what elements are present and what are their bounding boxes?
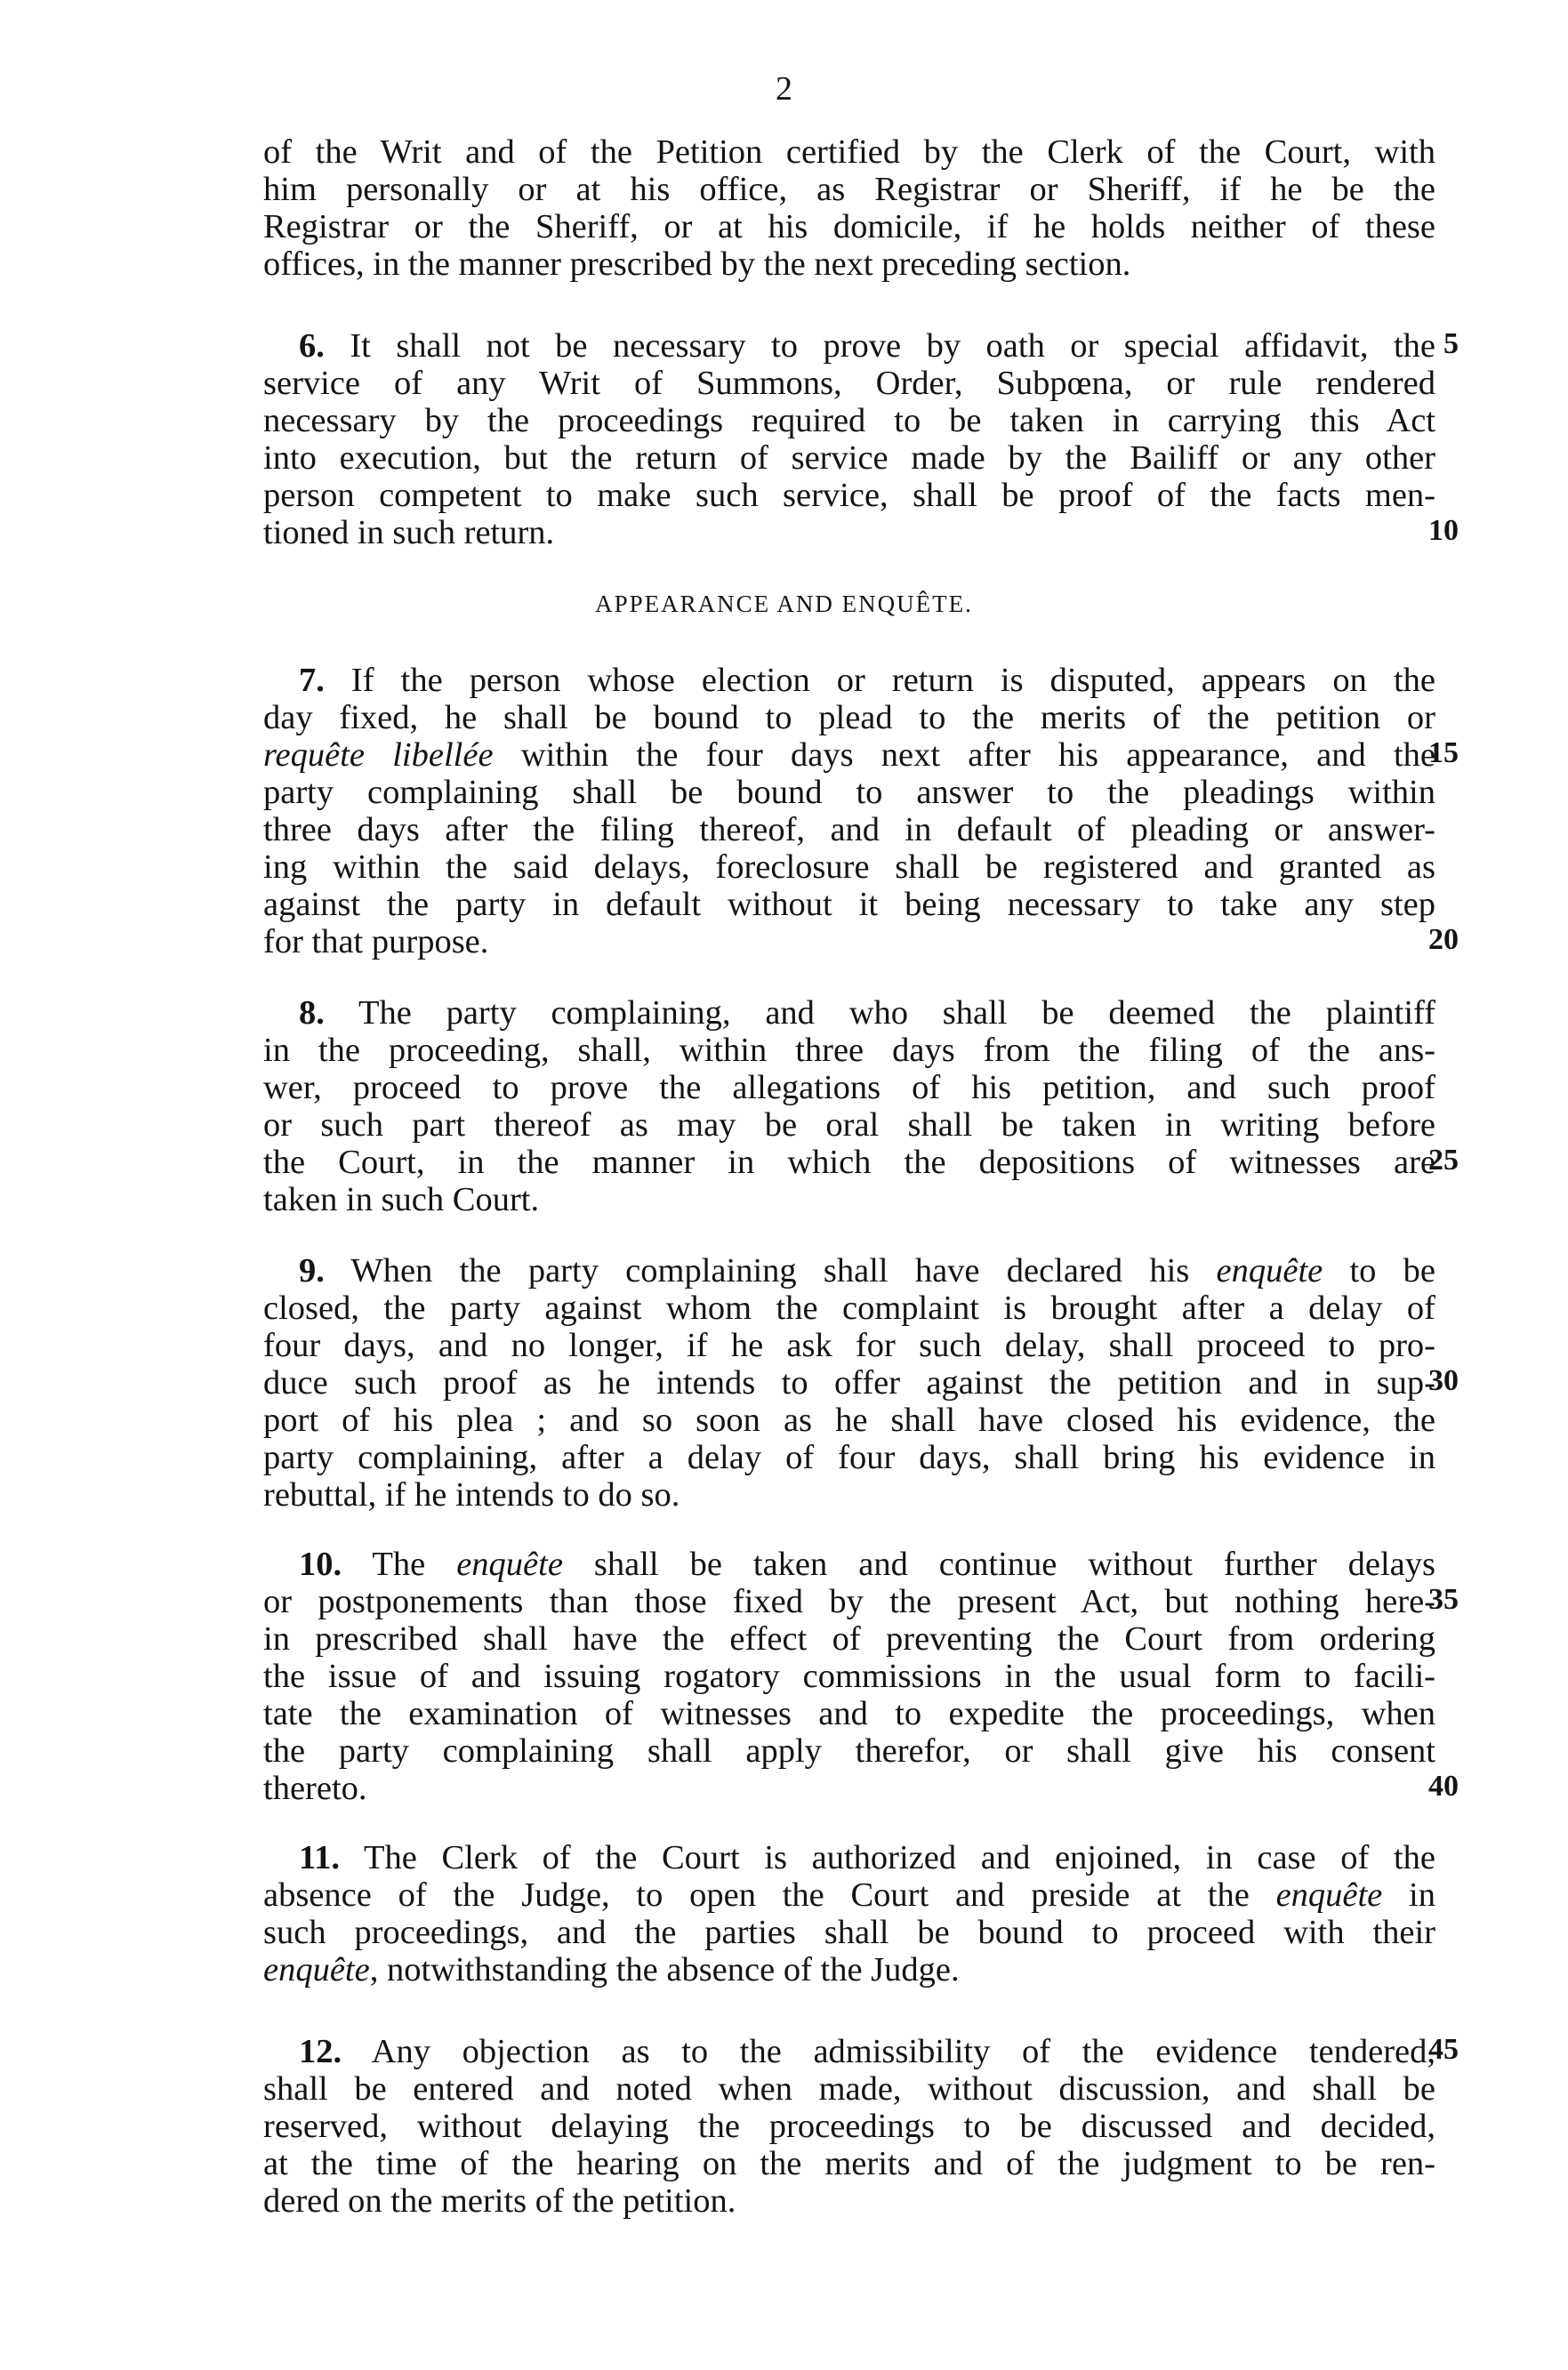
text-line: port of his plea ; and so soon as he shall have closed his evidence, the (263, 1402, 1435, 1439)
section-number: 10. (299, 1546, 342, 1583)
text-line: shall be entered and noted when made, without discussion, and shall be (263, 2070, 1435, 2108)
section-6 (263, 327, 1435, 551)
text-line: tate the examination of witnesses and to expedite the proceedings, when (263, 1695, 1435, 1732)
text-segment: shall be taken and continue without further delays (562, 1546, 1435, 1583)
text-segment: The Clerk of the Court is authorized and enjoined, in case of the (340, 1839, 1435, 1876)
text-segment: , notwithstanding the absence of the Judge. (369, 1951, 960, 1988)
text-line: duce such proof as he intends to offer against the petition and in sup- (263, 1364, 1435, 1402)
line-number: 30 (1428, 1364, 1459, 1397)
text-segment: When the party complaining shall have declared his (324, 1252, 1217, 1289)
text-line: tioned in such return. (263, 514, 555, 551)
text-line: party complaining shall be bound to answer to the pleadings within (263, 774, 1435, 811)
text-segment: absence of the Judge, to open the Court and preside at the (263, 1876, 1276, 1914)
text-line: the party complaining shall apply therefor, or shall give his consent (263, 1732, 1435, 1770)
line-number: 5 (1443, 327, 1459, 360)
italic-term: enquête (456, 1546, 563, 1583)
line-number: 15 (1428, 736, 1459, 769)
text-line: person competent to make such service, shall be proof of the facts men- (263, 477, 1435, 514)
section-7 (263, 662, 1435, 960)
text-line: day fixed, he shall be bound to plead to the merits of the petition or (263, 699, 1435, 736)
page-number: 2 (776, 70, 792, 108)
section-heading: APPEARANCE AND ENQUÊTE. (595, 590, 973, 617)
text-line: such proceedings, and the parties shall be bound to proceed with their (263, 1914, 1435, 1951)
text-segment: It shall not be necessary to prove by oath or special affidavit, the (324, 327, 1435, 365)
text-line: in prescribed shall have the effect of preventing the Court from ordering (263, 1620, 1435, 1658)
text-line: for that purpose. (263, 923, 489, 960)
text-line: ing within the said delays, foreclosure shall be registered and granted as (263, 848, 1435, 886)
section-number: 7. (299, 662, 325, 699)
line-number: 45 (1428, 2033, 1459, 2066)
italic-term: enquête (1216, 1252, 1323, 1289)
text-line: service of any Writ of Summons, Order, Subpœna, or rule rendered (263, 365, 1435, 402)
italic-term: enquête (1275, 1876, 1383, 1914)
text-segment: If the person whose election or return is disputed, appears on the (324, 662, 1435, 699)
text-line: against the party in default without it being necessary to take any step (263, 886, 1435, 923)
text-line: party complaining, after a delay of four days, shall bring his evidence in (263, 1439, 1435, 1476)
italic-term: enquête (263, 1951, 370, 1988)
paragraph-continued (263, 133, 1435, 283)
section-number: 9. (299, 1252, 325, 1289)
text-line: or such part thereof as may be oral shall be taken in writing before (263, 1106, 1435, 1144)
text-segment: to be (1323, 1252, 1435, 1289)
text-line: necessary by the proceedings required to be taken in carrying this Act (263, 402, 1435, 439)
section-9 (263, 1252, 1435, 1514)
section-number: 11. (299, 1839, 341, 1876)
text-line: thereto. (263, 1770, 367, 1807)
text-segment: The party complaining, and who shall be deemed the plaintiff (324, 994, 1435, 1032)
line-number: 25 (1428, 1144, 1459, 1177)
section-8 (263, 994, 1435, 1218)
text-line: into execution, but the return of service made by the Bailiff or any other (263, 439, 1435, 477)
text-line: of the Writ and of the Petition certified by the Clerk of the Court, with (263, 133, 1435, 171)
section-number: 8. (299, 994, 325, 1032)
text-line: Registrar or the Sheriff, or at his domicile, if he holds neither of these (263, 208, 1435, 245)
text-line: three days after the filing thereof, and in default of pleading or answer- (263, 811, 1435, 848)
section-number: 6. (299, 327, 325, 365)
line-number: 35 (1428, 1583, 1459, 1616)
text-line: in the proceeding, shall, within three days from the filing of the ans- (263, 1032, 1435, 1069)
text-line: wer, proceed to prove the allegations of his petition, and such proof (263, 1069, 1435, 1106)
line-number: 40 (1428, 1770, 1459, 1803)
text-segment: Any objection as to the admissibility of the evidence tendered, (342, 2033, 1435, 2070)
text-line: closed, the party against whom the complaint is brought after a delay of (263, 1289, 1435, 1327)
text-segment: in (1382, 1876, 1435, 1914)
section-number: 12. (299, 2033, 342, 2070)
text-line: the Court, in the manner in which the depositions of witnesses are (263, 1144, 1435, 1181)
section-12 (263, 2033, 1435, 2220)
text-line: taken in such Court. (263, 1181, 540, 1218)
text-line: reserved, without delaying the proceedings to be discussed and decided, (263, 2108, 1435, 2145)
text-segment: within the four days next after his appearance, and the (493, 736, 1435, 774)
line-number: 10 (1428, 514, 1459, 547)
text-line: or postponements than those fixed by the present Act, but nothing here- (263, 1583, 1435, 1620)
line-number: 20 (1428, 923, 1459, 956)
text-line: rebuttal, if he intends to do so. (263, 1476, 680, 1514)
italic-term: requête libellée (263, 736, 494, 774)
section-10 (263, 1546, 1435, 1807)
text-line: offices, in the manner prescribed by the next preceding section. (263, 245, 1131, 283)
text-line: the issue of and issuing rogatory commissions in the usual form to facili- (263, 1658, 1435, 1695)
text-line: dered on the merits of the petition. (263, 2182, 736, 2220)
text-segment: The (342, 1546, 457, 1583)
text-line: at the time of the hearing on the merits and of the judgment to be ren- (263, 2145, 1435, 2182)
text-line: him personally or at his office, as Registrar or Sheriff, if he be the (263, 171, 1435, 208)
section-11 (263, 1839, 1435, 1988)
text-line: four days, and no longer, if he ask for such delay, shall proceed to pro- (263, 1327, 1435, 1364)
